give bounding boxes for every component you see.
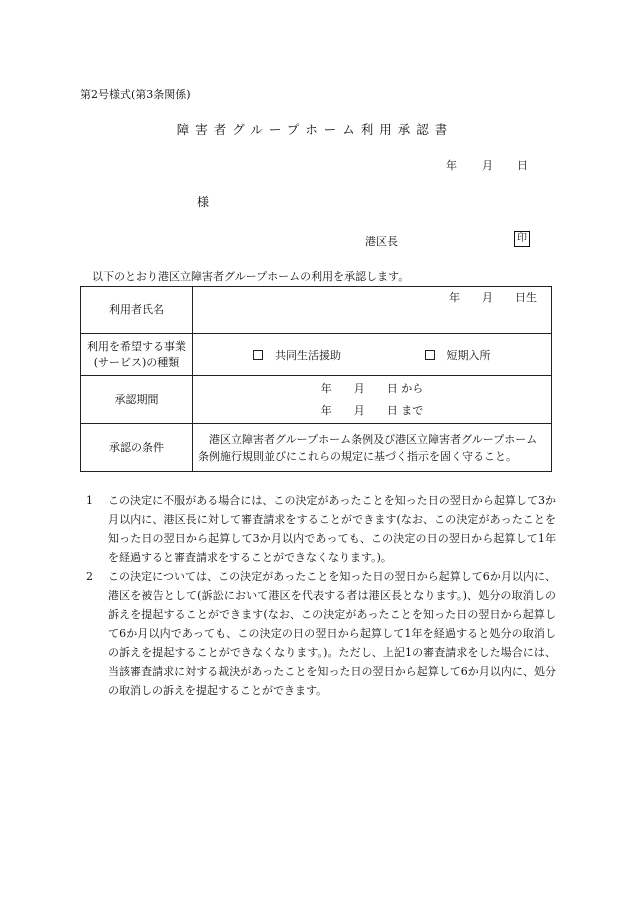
user-name-label: 利用者氏名 xyxy=(81,287,193,334)
intro-text: 以下のとおり港区立障害者グループホームの利用を承認します。 xyxy=(92,270,410,283)
note-item xyxy=(86,491,556,567)
note-item xyxy=(86,567,556,700)
date-day: 日 xyxy=(517,159,528,172)
service-label-line2: (サービス)の種類 xyxy=(93,355,180,369)
option-group-home-support[interactable] xyxy=(253,347,341,363)
table-row-user-name xyxy=(81,287,552,334)
checkbox-icon[interactable] xyxy=(425,350,435,360)
conditions-cell xyxy=(193,424,552,472)
note-text: この決定については、この決定があったことを知った日の翌日から起算して6か月以内に、港区を被告として(訴訟において港区を代表する者は港区長となります。)、処分の取消しの訴えを提起することができます(なお、この決定があったことを知った日の翌日から起算して6か月以内であっても、この決定の日の翌日から起算して1年を経過すると処分の取消しの訴えを提起することができなくなります。)。ただし、上記1の審査請求をした場合には、当該審査請求に対する裁決があったことを知った日の翌日から起算して6か月以内に、処分の取消しの訴えを提起することができます。 xyxy=(108,570,556,697)
issuer-title: 港区長 xyxy=(365,235,398,248)
table-row-period xyxy=(81,376,552,424)
period-label: 承認期間 xyxy=(81,376,193,424)
service-label-line1: 利用を希望する事業 xyxy=(87,339,186,353)
recipient-honorific: 様 xyxy=(197,195,210,209)
approval-table xyxy=(80,286,552,472)
notes-section xyxy=(86,491,556,700)
seal-mark: 印 xyxy=(514,231,530,247)
service-options-cell xyxy=(193,334,552,376)
date-month: 月 xyxy=(482,159,493,172)
option-short-stay[interactable] xyxy=(425,347,491,363)
option-label-group-home-support: 共同生活援助 xyxy=(275,348,341,362)
note-number: 2 xyxy=(86,570,93,583)
document-title: 障害者グループホーム利用承認書 xyxy=(176,122,454,137)
conditions-text: 港区立障害者グループホーム条例及び港区立障害者グループホーム条例施行規則並びにこれらの規定に基づく指示を固く守ること。 xyxy=(198,432,538,463)
option-label-short-stay: 短期入所 xyxy=(446,348,491,362)
note-text: この決定に不服がある場合には、この決定があったことを知った日の翌日から起算して3か月以内に、港区長に対して審査請求をすることができます(なお、この決定があったことを知った日の翌日から起算して3か月以内であっても、この決定の日の翌日から起算して1年を経過すると審査請求をすることができなくなります。)。 xyxy=(108,494,556,564)
note-number: 1 xyxy=(86,494,93,507)
service-label xyxy=(81,334,193,376)
period-from: 年 月 日 から xyxy=(320,381,424,395)
user-name-cell xyxy=(193,287,552,334)
conditions-label: 承認の条件 xyxy=(81,424,193,472)
form-number: 第2号様式(第3条関係) xyxy=(80,88,191,101)
birth-date: 年 月 日生 xyxy=(449,291,537,304)
table-row-conditions xyxy=(81,424,552,472)
period-to: 年 月 日 まで xyxy=(320,403,424,417)
checkbox-icon[interactable] xyxy=(253,350,263,360)
date-year: 年 xyxy=(446,159,457,172)
table-row-service xyxy=(81,334,552,376)
period-cell xyxy=(193,376,552,424)
